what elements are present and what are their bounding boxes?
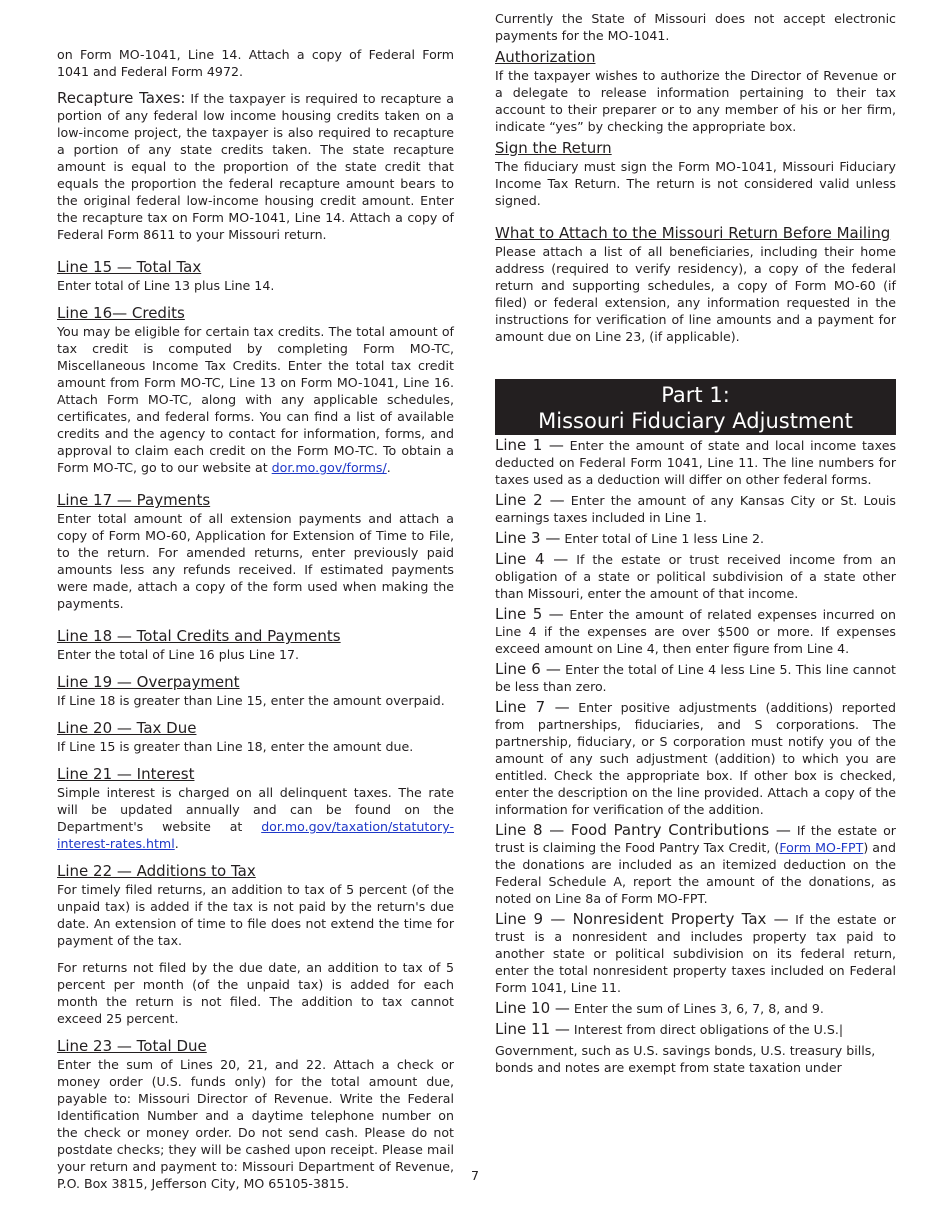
line6-paragraph	[495, 661, 896, 695]
recapture-taxes-lead: Recapture Taxes:	[57, 89, 186, 107]
line2-paragraph	[495, 492, 896, 526]
line22-heading: Line 22 — Additions to Tax	[57, 862, 256, 880]
line21-paragraph	[57, 784, 454, 852]
line9-body: If the estate or trust is a nonresident and includes property tax paid to another state or political subdivision on its federal return, enter the total nonresident property taxes included on Federal Form 1041, Line 11.	[495, 912, 896, 995]
line15-body: Enter total of Line 13 plus Line 14.	[57, 278, 275, 293]
part1-banner-line1: Part 1:	[661, 383, 730, 407]
line22-body-timely: For timely filed returns, an addition to tax of 5 percent (of the unpaid tax) is added if the tax is not paid by the return's due date. An extension of time to file does not extend the time for payment of the tax.	[57, 882, 454, 948]
line19-body: If Line 18 is greater than Line 15, enter the amount overpaid.	[57, 693, 445, 708]
line5-paragraph	[495, 606, 896, 657]
line8-lead: Line 8 — Food Pantry Contributions —	[495, 821, 791, 839]
line17-body: Enter total amount of all extension payments and attach a copy of Form MO-60, Application for Extension of Time to File, to the return. For amended returns, enter previously paid amounts less any refunds received. If estimated payments were made, attach a copy of the form used when making the payments.	[57, 511, 454, 611]
recapture-taxes-body: If the taxpayer is required to recapture a portion of any federal low income housing credits taken on a low-income project, the taxpayer is also required to recapture a portion of any state credits taken. The state recapture amount is equal to the proportion of the state credit that equals the proportion the federal recapture amount bears to the original federal low-income housing credit amount. Enter the recapture tax on Form MO-1041, Line 14. Attach a copy of Federal Form 8611 to your Missouri return.	[57, 91, 454, 242]
line11-lead: Line 11 —	[495, 1020, 570, 1038]
sign-return-body: The fiduciary must sign the Form MO-1041, Missouri Fiduciary Income Tax Return. The return is not considered valid unless signed.	[495, 159, 896, 208]
line22-body-late: For returns not filed by the due date, an addition to tax of 5 percent per month (of the unpaid tax) is added for each month the return is not filed. The addition to tax cannot exceed 25 percent.	[57, 960, 454, 1026]
line16-end: .	[386, 460, 391, 475]
line16-paragraph	[57, 323, 454, 476]
line11-continuation: Government, such as U.S. savings bonds, U.S. treasury bills, bonds and notes are exempt from state taxation under	[495, 1043, 876, 1075]
line6-lead: Line 6 —	[495, 660, 561, 678]
what-to-attach-heading: What to Attach to the Missouri Return Before Mailing	[495, 224, 891, 242]
line10-body: Enter the sum of Lines 3, 6, 7, 8, and 9.	[569, 1001, 824, 1016]
line9-paragraph	[495, 911, 896, 996]
left-column	[57, 10, 454, 1192]
what-to-attach-body: Please attach a list of all beneficiaries, including their home address (required to verify residency), a copy of the federal return and supporting schedules, a copy of Form MO-60 (if filed) or federal extension, any information requested in the instructions for verification of line amounts and a payment for amount due on Line 23, (if applicable).	[495, 244, 896, 344]
form-mo-fpt-link[interactable]: Form MO-FPT	[779, 840, 864, 855]
line23-body: Enter the sum of Lines 20, 21, and 22. Attach a check or money order (U.S. funds only) for the total amount due, payable to: Missouri Director of Revenue. Write the Federal Identification Number and a daytime telephone number on the check or money order. Do not send cash. Please do not postdate checks; they will be cashed upon receipt. Please mail your return and payment to: Missouri Department of Revenue, P.O. Box 3815, Jefferson City, MO 65105-3815.	[57, 1057, 454, 1191]
line10-paragraph	[495, 1000, 896, 1017]
line21-body: Simple interest is charged on all delinquent taxes. The rate will be updated annually and can be found on the Department's website at	[57, 785, 454, 834]
line8-body: If the estate or trust is claiming the Food Pantry Tax Credit, (	[495, 823, 896, 855]
line18-heading: Line 18 — Total Credits and Payments	[57, 627, 341, 645]
line4-lead: Line 4 —	[495, 550, 569, 568]
line7-body: Enter positive adjustments (additions) reported from partnerships, fiduciaries, and S corporations. The partnership, fiduciary, or S corporation must notify you of the amount of any such adjustment (addition) to which you are entitled. Check the appropriate box. If other box is checked, enter the description on the line provided. Attach a copy of the information for verification of the addition.	[495, 700, 896, 817]
line3-lead: Line 3 —	[495, 529, 561, 547]
line19-heading: Line 19 — Overpayment	[57, 673, 240, 691]
right-column	[495, 10, 896, 1076]
line23-heading: Line 23 — Total Due	[57, 1037, 207, 1055]
interest-rates-link[interactable]: dor.mo.gov/taxation/statutory-interest-rates.html	[57, 819, 454, 851]
line1-body: Enter the amount of state and local income taxes deducted on Federal Form 1041, Line 11. The line numbers for taxes used as a deduction will differ on other federal forms.	[495, 438, 896, 487]
line7-lead: Line 7 —	[495, 698, 570, 716]
line1-paragraph	[495, 437, 896, 488]
line17-heading: Line 17 — Payments	[57, 491, 211, 509]
line16-body: You may be eligible for certain tax credits. The total amount of tax credit is computed by completing Form MO-TC, Miscellaneous Income Tax Credits. Enter the total tax credit amount from Form MO-TC, Line 13 on Form MO-1041, Line 16. Attach Form MO-TC, along with any applicable schedules, certificates, and federal forms. You can find a list of available credits and the agency to contact for information, forms, and approval to claim each credit on the Form MO-TC. To obtain a Form MO-TC, go to our website at	[57, 324, 454, 475]
line20-heading: Line 20 — Tax Due	[57, 719, 197, 737]
line5-body: Enter the amount of related expenses incurred on Line 4 if the expenses are over $500 or more. If expenses exceed amount on Line 4, then enter figure from Line 4.	[495, 607, 896, 656]
line3-body: Enter total of Line 1 less Line 2.	[560, 531, 764, 546]
line4-body: If the estate or trust received income from an obligation of a state or political subdivision of a state other than Missouri, enter the amount of that income.	[495, 552, 897, 601]
right-intro: Currently the State of Missouri does not accept electronic payments for the MO-1041.	[495, 11, 896, 43]
forms-link[interactable]: dor.mo.gov/forms/	[271, 460, 387, 475]
authorization-heading: Authorization	[495, 48, 596, 66]
line15-heading: Line 15 — Total Tax	[57, 258, 202, 276]
line6-body: Enter the total of Line 4 less Line 5. This line cannot be less than zero.	[495, 662, 896, 694]
line2-lead: Line 2 —	[495, 491, 565, 509]
line16-heading: Line 16— Credits	[57, 304, 185, 322]
line8-paragraph	[495, 822, 896, 907]
line5-lead: Line 5 —	[495, 605, 564, 623]
page-number: 7	[470, 1168, 479, 1183]
line3-paragraph	[495, 530, 896, 547]
authorization-body: If the taxpayer wishes to authorize the Director of Revenue or a delegate to release information pertaining to their tax account to their preparer or to any member of his or her firm, indicate “yes” by checking the appropriate box.	[495, 68, 896, 134]
line11-body: Interest from direct obligations of the U.S.|	[569, 1022, 844, 1037]
line11-paragraph	[495, 1021, 896, 1038]
line4-paragraph	[495, 551, 896, 602]
sign-return-heading: Sign the Return	[495, 139, 612, 157]
part1-banner	[495, 379, 896, 435]
line21-heading: Line 21 — Interest	[57, 765, 195, 783]
line18-body: Enter the total of Line 16 plus Line 17.	[57, 647, 300, 662]
line2-body: Enter the amount of any Kansas City or St. Louis earnings taxes included in Line 1.	[495, 493, 896, 525]
line1-lead: Line 1 —	[495, 436, 564, 454]
left-intro: on Form MO-1041, Line 14. Attach a copy of Federal Form 1041 and Federal Form 4972.	[57, 47, 454, 79]
part1-banner-line2: Missouri Fiduciary Adjustment	[538, 409, 853, 433]
line10-lead: Line 10 —	[495, 999, 570, 1017]
line9-lead: Line 9 — Nonresident Property Tax —	[495, 910, 789, 928]
line7-paragraph	[495, 699, 896, 818]
line8-end: ) and the donations are included as an itemized deduction on the Federal Schedule A, report the amount of the donations, as noted on Line 8a of Form MO-FPT.	[495, 840, 896, 906]
recapture-taxes-paragraph	[57, 90, 454, 243]
line20-body: If Line 15 is greater than Line 18, enter the amount due.	[57, 739, 414, 754]
line21-end: .	[174, 836, 179, 851]
